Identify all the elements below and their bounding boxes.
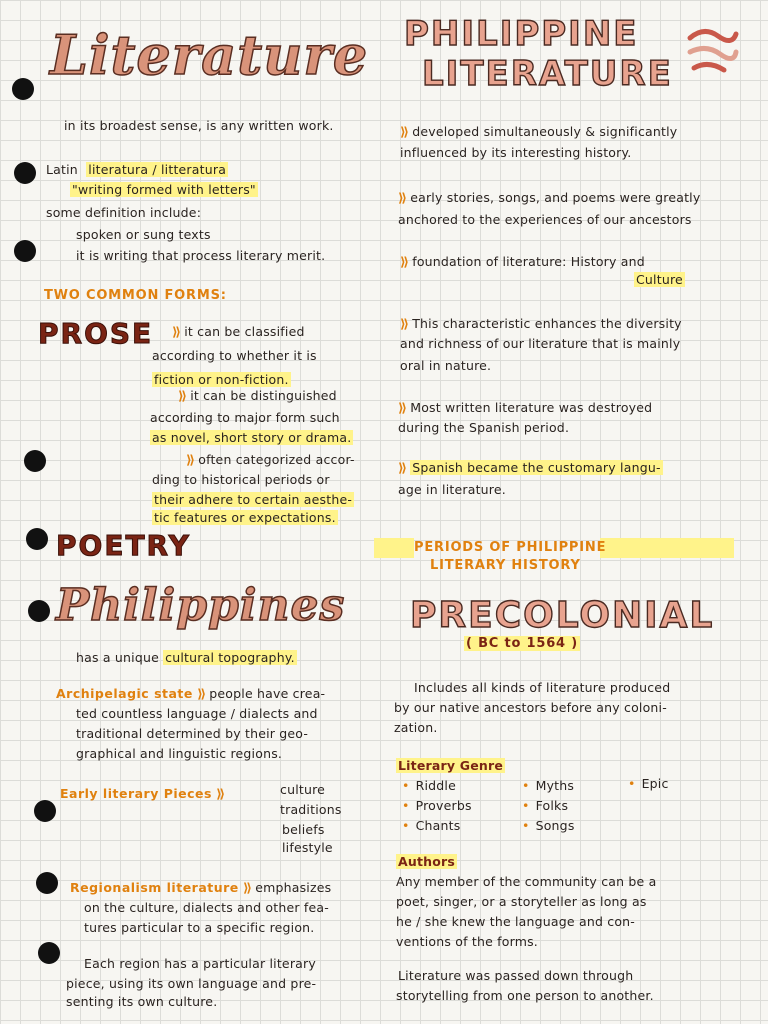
includes-line: Includes all kinds of literature produced bbox=[414, 680, 671, 695]
early-item: culture bbox=[280, 782, 326, 797]
authors-line: he / she knew the language and con- bbox=[396, 914, 636, 929]
punch-hole bbox=[14, 240, 36, 262]
genre-label: Literary Genre bbox=[398, 758, 504, 773]
genre-item: • Folks bbox=[522, 796, 568, 816]
punch-hole bbox=[34, 800, 56, 822]
genre-item: • Proverbs bbox=[402, 796, 472, 816]
definition-intro: some definition include: bbox=[46, 205, 202, 220]
ph-item: anchored to the experiences of our ancestors bbox=[398, 212, 692, 227]
prose-line: their adhere to certain aesthe- bbox=[154, 492, 353, 507]
latin-line: Latin literatura / litteratura bbox=[46, 162, 227, 177]
precolonial-range: ( BC to 1564 ) bbox=[466, 636, 578, 651]
definition-item: it is writing that process literary merit. bbox=[76, 248, 326, 263]
each-region-line: piece, using its own language and pre- bbox=[66, 976, 317, 991]
regionalism-line: tures particular to a specific region. bbox=[84, 920, 315, 935]
philippines-title: Philippines bbox=[56, 580, 346, 631]
prose-line: fiction or non-fiction. bbox=[154, 372, 289, 387]
archipelagic-line: graphical and linguistic regions. bbox=[76, 746, 283, 761]
prose-line: tic features or expectations. bbox=[154, 510, 336, 525]
ph-item: age in literature. bbox=[398, 482, 506, 497]
ph-item: ⟫ Spanish became the customary langu- bbox=[398, 460, 661, 475]
genre-item: • Myths bbox=[522, 776, 574, 796]
punch-hole bbox=[26, 528, 48, 550]
ph-item: oral in nature. bbox=[400, 358, 492, 373]
punch-hole bbox=[38, 942, 60, 964]
punch-hole bbox=[14, 162, 36, 184]
two-forms-header: TWO COMMON FORMS: bbox=[44, 288, 227, 303]
early-item: traditions bbox=[280, 802, 342, 817]
passed-line: storytelling from one person to another. bbox=[396, 988, 654, 1003]
includes-line: zation. bbox=[394, 720, 438, 735]
early-pieces-line: Early literary Pieces ⟫ bbox=[60, 786, 226, 801]
regionalism-line: Regionalism literature ⟫ emphasizes bbox=[70, 880, 332, 895]
latin-meaning: "writing formed with letters" bbox=[72, 182, 256, 197]
authors-line: Any member of the community can be a bbox=[396, 874, 657, 889]
ph-item: influenced by its interesting history. bbox=[400, 145, 632, 160]
each-region-line: senting its own culture. bbox=[66, 994, 218, 1009]
passed-line: Literature was passed down through bbox=[398, 968, 634, 983]
early-pieces-label: Early literary Pieces bbox=[60, 786, 212, 801]
punch-hole bbox=[24, 450, 46, 472]
punch-hole bbox=[28, 600, 50, 622]
genre-item: • Riddle bbox=[402, 776, 456, 796]
includes-line: by our native ancestors before any coloni- bbox=[394, 700, 667, 715]
regionalism-line: on the culture, dialects and other fea- bbox=[84, 900, 329, 915]
archipelagic-label: Archipelagic state bbox=[56, 686, 193, 701]
precolonial-title: PRECOLONIAL bbox=[410, 595, 715, 636]
philippine-title: PHILIPPINE bbox=[404, 14, 639, 54]
regionalism-label: Regionalism literature bbox=[70, 880, 239, 895]
prose-line: according to major form such bbox=[150, 410, 340, 425]
archipelagic-line: ted countless language / dialects and bbox=[76, 706, 318, 721]
early-item: lifestyle bbox=[282, 840, 333, 855]
literature-title: Literature bbox=[50, 23, 369, 87]
ph-item: ⟫ Most written literature was destroyed bbox=[398, 400, 653, 415]
ph-item: ⟫ This characteristic enhances the diversity bbox=[400, 316, 682, 331]
ribbon-doodle-icon bbox=[684, 22, 740, 78]
each-region-line: Each region has a particular literary bbox=[84, 956, 316, 971]
prose-line: as novel, short story or drama. bbox=[152, 430, 352, 445]
poetry-label: POETRY bbox=[56, 529, 191, 562]
ph-item: Culture bbox=[636, 272, 683, 287]
authors-label: Authors bbox=[398, 854, 456, 869]
genre-item: • Epic bbox=[628, 774, 669, 794]
archipelagic-line: traditional determined by their geo- bbox=[76, 726, 309, 741]
ph-item: ⟫ early stories, songs, and poems were greatly bbox=[398, 190, 701, 205]
authors-line: ventions of the forms. bbox=[396, 934, 538, 949]
ph-item: during the Spanish period. bbox=[398, 420, 570, 435]
prose-line: ding to historical periods or bbox=[152, 472, 330, 487]
early-item: beliefs bbox=[282, 822, 325, 837]
ph-item: and richness of our literature that is mainly bbox=[400, 336, 681, 351]
ph-item: ⟫ developed simultaneously & significantly bbox=[400, 124, 678, 139]
punch-hole bbox=[12, 78, 34, 100]
prose-line: according to whether it is bbox=[152, 348, 317, 363]
authors-line: poet, singer, or a storyteller as long as bbox=[396, 894, 647, 909]
prose-line: ⟫ it can be distinguished bbox=[178, 388, 337, 403]
definition-text: in its broadest sense, is any written work. bbox=[64, 118, 334, 133]
latin-word: literatura / litteratura bbox=[88, 162, 227, 177]
prose-line: ⟫ it can be classified bbox=[172, 324, 305, 339]
prose-label: PROSE bbox=[38, 317, 154, 350]
punch-hole bbox=[36, 872, 58, 894]
prose-line: ⟫ often categorized accor- bbox=[186, 452, 355, 467]
cultural-line: has a unique cultural topography. bbox=[76, 650, 295, 665]
literature-block-title: LITERATURE bbox=[422, 54, 673, 94]
ph-item: ⟫ foundation of literature: History and bbox=[400, 254, 645, 269]
periods-header: LITERARY HISTORY bbox=[430, 558, 581, 573]
periods-header: PERIODS OF PHILIPPINE bbox=[374, 538, 734, 558]
archipelagic-line: Archipelagic state ⟫ people have crea- bbox=[56, 686, 326, 701]
genre-item: • Chants bbox=[402, 816, 460, 836]
definition-item: spoken or sung texts bbox=[76, 227, 211, 242]
genre-item: • Songs bbox=[522, 816, 575, 836]
